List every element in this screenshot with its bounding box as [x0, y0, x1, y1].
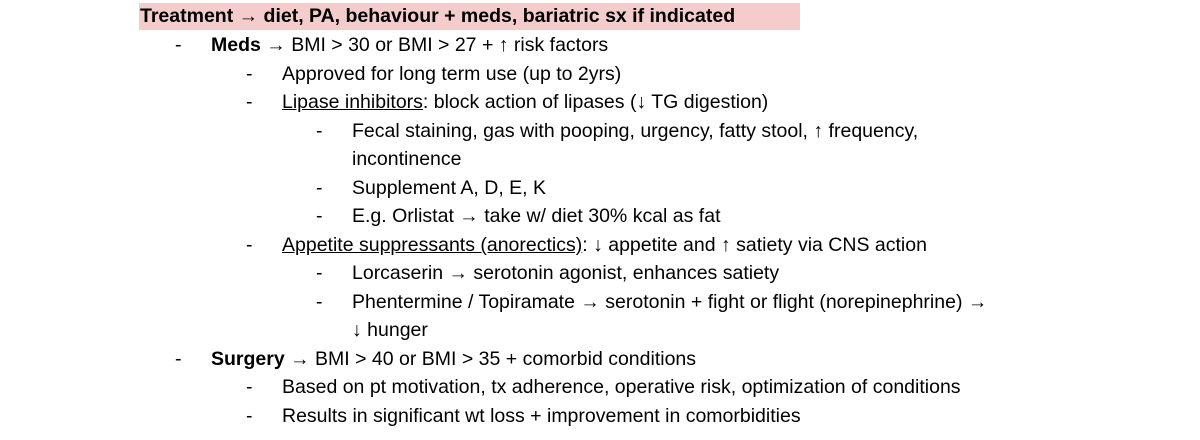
appetite-item-text: ↓ hunger	[352, 319, 428, 341]
bullet-dash: -	[316, 120, 323, 142]
lipase-item-text: Fecal staining, gas with pooping, urgency, fatty stool, ↑ frequency,	[352, 120, 919, 142]
approved-text: Approved for long term use (up to 2yrs)	[282, 63, 622, 85]
item-text	[282, 88, 768, 116]
bullet-dash: -	[246, 405, 253, 427]
bullet-dash: -	[316, 262, 323, 284]
surgery-item-text: Based on pt motivation, tx adherence, operative risk, optimization of conditions	[282, 376, 961, 398]
bullet-dash: -	[246, 234, 253, 256]
appetite-item-text: Lorcaserin → serotonin agonist, enhances satiety	[352, 262, 780, 284]
bullet-dash: -	[246, 63, 253, 85]
surgery-text: → BMI > 40 or BMI > 35 + comorbid conditions	[284, 348, 697, 370]
surgery-item-text: Results in significant wt loss + improvement in comorbidities	[282, 405, 801, 427]
bullet-dash: -	[246, 91, 253, 113]
appetite-label: Appetite suppressants (anorectics)	[282, 234, 583, 256]
item-text	[282, 231, 927, 259]
bullet-dash: -	[175, 348, 182, 370]
appetite-item-text: Phentermine / Topiramate → serotonin + fight or flight (norepinephrine) →	[352, 291, 988, 313]
bullet-dash: -	[316, 177, 323, 199]
lipase-item-text: incontinence	[352, 148, 462, 170]
meds-label: Meds	[211, 34, 261, 56]
bullet-dash: -	[175, 34, 182, 56]
section-heading: Treatment → diet, PA, behaviour + meds, bariatric sx if indicated	[140, 5, 736, 27]
item-text	[211, 31, 608, 59]
lipase-text: : block action of lipases (↓ TG digestion)	[422, 91, 769, 113]
lipase-item-text: Supplement A, D, E, K	[352, 177, 547, 199]
appetite-text: : ↓ appetite and ↑ satiety via CNS action	[582, 234, 927, 256]
lipase-item-text: E.g. Orlistat → take w/ diet 30% kcal as fat	[352, 205, 721, 227]
surgery-label: Surgery	[211, 348, 285, 370]
meds-text: → BMI > 30 or BMI > 27 + ↑ risk factors	[260, 34, 609, 56]
bullet-dash: -	[316, 291, 323, 313]
bullet-dash: -	[246, 376, 253, 398]
bullet-dash: -	[316, 205, 323, 227]
lipase-label: Lipase inhibitors	[282, 91, 423, 113]
item-text	[211, 345, 696, 373]
